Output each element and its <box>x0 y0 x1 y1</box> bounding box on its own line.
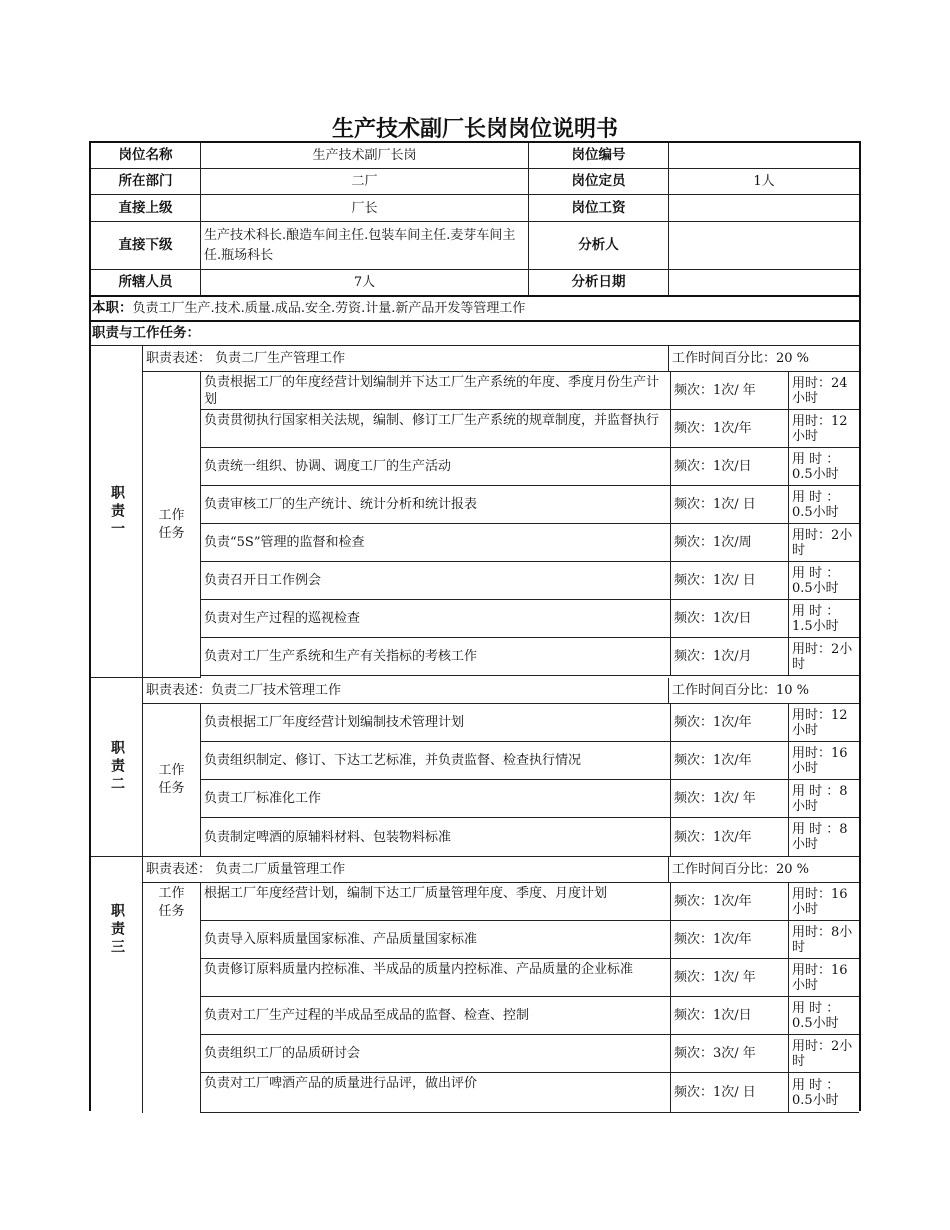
duty-2-task-3-text: 负责工厂标准化工作 <box>201 780 671 818</box>
main-duty-label: 本职： <box>92 300 133 316</box>
duty-2-percent: 工作时间百分比：10 % <box>669 678 859 704</box>
duty-3-task-2-frequency: 频次：1次/年 <box>671 921 789 959</box>
position-no-label: 岗位编号 <box>529 143 669 169</box>
duty-2-task-1-frequency: 频次：1次/年 <box>671 704 789 742</box>
duty-3-task-4-time: 用 时 ：0.5小时 <box>789 997 859 1035</box>
duty-3-task-1-time: 用时：16小时 <box>789 883 859 921</box>
subordinate-label: 直接下级 <box>91 222 201 270</box>
duty-1-task-7-frequency: 频次：1次/日 <box>671 600 789 638</box>
duty-1-task-label <box>143 372 201 678</box>
analyst-value <box>669 222 859 270</box>
duty-1-label <box>91 346 143 678</box>
department-value: 二厂 <box>201 169 529 195</box>
duty-1-task-6-text: 负责召开日工作例会 <box>201 562 671 600</box>
page-title: 生产技术副厂长岗岗位说明书 <box>331 117 618 142</box>
main-duty-text: 负责工厂生产.技术.质量.成品.安全.劳资.计量.新产品开发等管理工作 <box>132 301 526 316</box>
duty-1-task-2-text: 负责贯彻执行国家相关法规，编制、修订工厂生产系统的规章制度，并监督执行 <box>201 410 671 448</box>
duty-2-task-label <box>143 704 201 857</box>
duty-2-task-3-frequency: 频次：1次/ 年 <box>671 780 789 818</box>
duty-1-task-8-time: 用时：2小时 <box>789 638 859 676</box>
duty-1-task-6-frequency: 频次：1次/ 日 <box>671 562 789 600</box>
duty-3-label <box>91 857 143 1113</box>
duty-3-task-4-text: 负责对工厂生产过程的半成品至成品的监督、检查、控制 <box>201 997 671 1035</box>
position-name-value: 生产技术副厂长岗 <box>201 143 529 169</box>
duty-2-task-3-time: 用 时 ：8小时 <box>789 780 859 818</box>
duty-1-task-5-text: 负责“5S”管理的监督和检查 <box>201 524 671 562</box>
salary-value <box>669 195 859 222</box>
duty-2-desc: 职责表述：负责二厂技术管理工作 <box>143 678 669 704</box>
superior-value: 厂长 <box>201 195 529 222</box>
department-label: 所在部门 <box>91 169 201 195</box>
duty-3-task-5-frequency: 频次：3次/ 年 <box>671 1035 789 1073</box>
duty-1-task-6-time: 用 时 ：0.5小时 <box>789 562 859 600</box>
duty-3-task-label <box>143 883 201 1113</box>
duty-2-label-text: 职责二 <box>109 740 125 794</box>
duty-1-task-4-text: 负责审核工厂的生产统计、统计分析和统计报表 <box>201 486 671 524</box>
headcount-label: 岗位定员 <box>529 169 669 195</box>
duty-2-task-4-text: 负责制定啤酒的原辅料材料、包装物料标准 <box>201 818 671 857</box>
duty-1-task-5-frequency: 频次：1次/周 <box>671 524 789 562</box>
duty-3-task-1-text: 根据工厂年度经营计划，编制下达工厂质量管理年度、季度、月度计划 <box>201 883 671 921</box>
duty-1-task-3-text: 负责统一组织、协调、调度工厂的生产活动 <box>201 448 671 486</box>
staff-label: 所辖人员 <box>91 270 201 297</box>
duty-3-task-5-text: 负责组织工厂的品质研讨会 <box>201 1035 671 1073</box>
analyst-label: 分析人 <box>529 222 669 270</box>
duty-1-task-1-frequency: 频次：1次/ 年 <box>671 372 789 410</box>
duty-1-task-2-time: 用时：12小时 <box>789 410 859 448</box>
staff-value: 7人 <box>201 270 529 297</box>
duty-1-task-8-text: 负责对工厂生产系统和生产有关指标的考核工作 <box>201 638 671 676</box>
superior-label: 直接上级 <box>91 195 201 222</box>
salary-label: 岗位工资 <box>529 195 669 222</box>
duty-1-task-4-time: 用 时 ：0.5小时 <box>789 486 859 524</box>
duty-3-task-label-text: 工作任务 <box>158 886 185 919</box>
duty-2-task-1-text: 负责根据工厂年度经营计划编制技术管理计划 <box>201 704 671 742</box>
duty-1-desc: 职责表述： 负责二厂生产管理工作 <box>143 346 669 372</box>
duty-3-label-text: 职责三 <box>109 903 125 957</box>
section-label: 职责与工作任务： <box>91 322 859 346</box>
duty-1-task-1-time: 用时：24小时 <box>789 372 859 410</box>
duty-1-task-8-frequency: 频次：1次/月 <box>671 638 789 676</box>
headcount-value: 1人 <box>669 169 859 195</box>
duty-1-task-1-text: 负责根据工厂的年度经营计划编制并下达工厂生产系统的年度、季度月份生产计划 <box>201 372 671 410</box>
duty-1-task-7-text: 负责对生产过程的巡视检查 <box>201 600 671 638</box>
duty-3-task-3-frequency: 频次：1次/ 年 <box>671 959 789 997</box>
duty-2-task-2-frequency: 频次：1次/年 <box>671 742 789 780</box>
duty-1-task-3-time: 用 时 ：0.5小时 <box>789 448 859 486</box>
duty-1-task-3-frequency: 频次：1次/日 <box>671 448 789 486</box>
duty-1-task-4-frequency: 频次：1次/ 日 <box>671 486 789 524</box>
duty-1-task-5-time: 用时：2小时 <box>789 524 859 562</box>
date-value <box>669 270 859 297</box>
duty-2-task-4-frequency: 频次：1次/年 <box>671 818 789 857</box>
main-duty-row <box>91 297 859 322</box>
duty-2-task-2-text: 负责组织制定、修订、下达工艺标准，并负责监督、检查执行情况 <box>201 742 671 780</box>
position-name-label: 岗位名称 <box>91 143 201 169</box>
duty-3-task-2-text: 负责导入原料质量国家标准、产品质量国家标准 <box>201 921 671 959</box>
duty-1-task-7-time: 用 时 ：1.5小时 <box>789 600 859 638</box>
duty-3-task-6-time: 用 时 ：0.5小时 <box>789 1073 859 1113</box>
duty-3-task-4-frequency: 频次：1次/日 <box>671 997 789 1035</box>
duty-2-task-1-time: 用时：12小时 <box>789 704 859 742</box>
duty-2-task-4-time: 用 时 ：8小时 <box>789 818 859 857</box>
duty-1-task-label-text: 工作任务 <box>158 507 185 541</box>
duty-1-task-2-frequency: 频次：1次/年 <box>671 410 789 448</box>
job-description-table <box>89 141 861 1111</box>
duty-2-label <box>91 678 143 857</box>
duty-3-task-6-frequency: 频次：1次/ 日 <box>671 1073 789 1113</box>
duty-3-task-3-time: 用时：16小时 <box>789 959 859 997</box>
duty-2-task-label-text: 工作任务 <box>158 763 185 796</box>
duty-1-label-text: 职责一 <box>109 484 125 539</box>
subordinate-value: 生产技术科长.酿造车间主任.包装车间主任.麦芽车间主任.瓶场科长 <box>201 222 529 270</box>
duty-2-task-2-time: 用时：16小时 <box>789 742 859 780</box>
date-label: 分析日期 <box>529 270 669 297</box>
duty-3-task-2-time: 用时：8小时 <box>789 921 859 959</box>
position-no-value <box>669 143 859 169</box>
duty-3-task-1-frequency: 频次：1次/年 <box>671 883 789 921</box>
duty-3-task-6-text: 负责对工厂啤酒产品的质量进行品评，做出评价 <box>201 1073 671 1113</box>
duty-3-task-3-text: 负责修订原料质量内控标准、半成品的质量内控标准、产品质量的企业标准 <box>201 959 671 997</box>
duty-1-percent: 工作时间百分比：20 % <box>669 346 859 372</box>
duty-3-task-5-time: 用时：2小时 <box>789 1035 859 1073</box>
duty-3-percent: 工作时间百分比：20 % <box>669 857 859 883</box>
duty-3-desc: 职责表述： 负责二厂质量管理工作 <box>143 857 669 883</box>
